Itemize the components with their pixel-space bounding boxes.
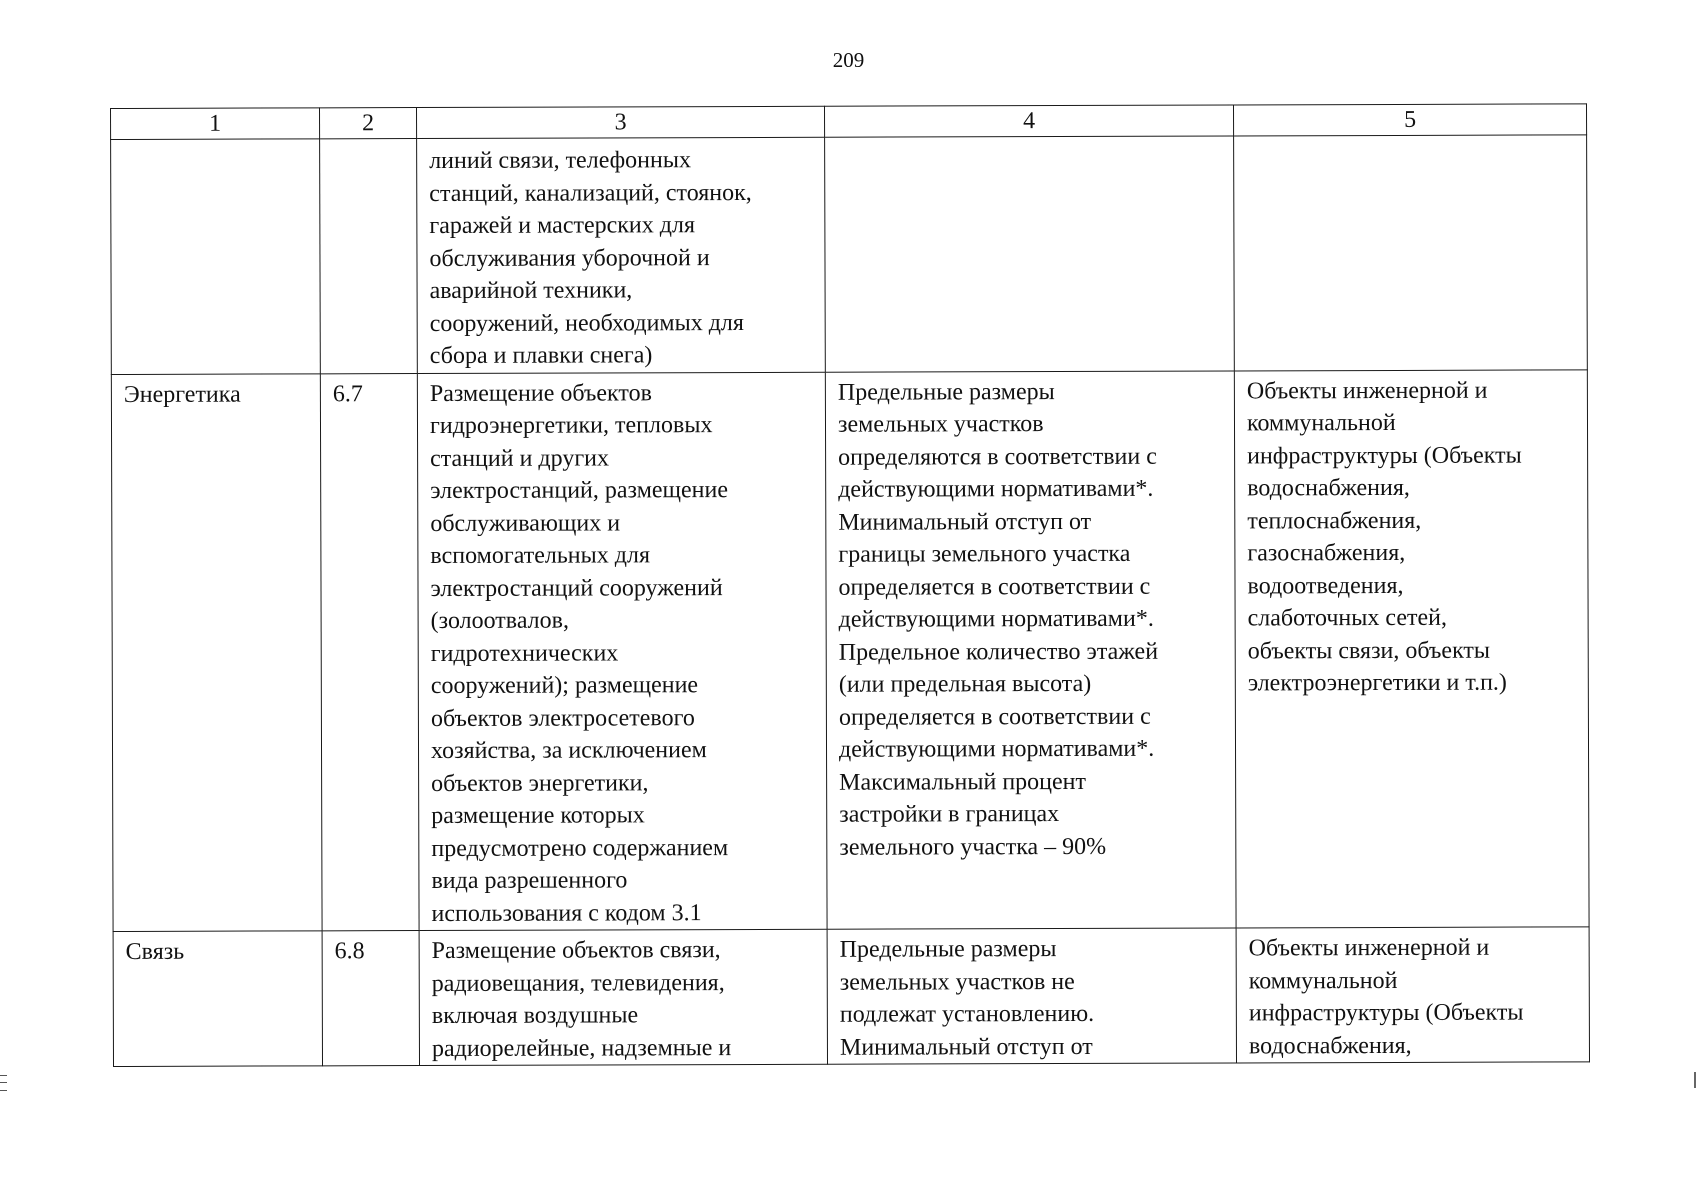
header-cell-4: 4 <box>824 105 1233 137</box>
use-description-cell: Размещение объектов гидроэнергетики, тепловых станций и других электростанций, размещение обслуживающих и вспомогательных для электростанций сооружений (золоотвалов, гидротехнических сооружений); размещение объектов электросетевого хозяйства, за исключением объектов энергетики, размещение которых предусмотрено содержанием вида разрешенного использования с кодом 3.1 <box>417 372 827 931</box>
infrastructure-cell: Объекты инженерной и коммунальной инфраструктуры (Объекты водоснабжения, теплоснабжения, газоснабжения, водоотведения, слаботочных сетей, объекты связи, объекты электроэнергетики и т.п.) <box>1234 369 1589 928</box>
zoning-table <box>110 103 1590 1067</box>
infrastructure-cell <box>1234 135 1588 371</box>
use-description-cell: Размещение объектов связи, радиовещания, телевидения, включая воздушные радиорелейные, надземные и <box>419 929 827 1065</box>
use-code-cell <box>320 139 418 374</box>
header-cell-2: 2 <box>320 108 417 139</box>
header-cell-5: 5 <box>1233 104 1586 136</box>
infrastructure-cell: Объекты инженерной и коммунальной инфраструктуры (Объекты водоснабжения, <box>1236 927 1589 1063</box>
use-name-cell: Энергетика <box>111 373 322 931</box>
use-name-cell <box>111 139 321 374</box>
parameters-cell: Предельные размеры земельных участков определяются в соответствии с действующими нормативами*. Минимальный отступ от границы земельного участка определяется в соответствии с действующими нормативами*. Предельное количество этажей (или предельная высота) определяется в соответствии с действующими нормативами*. Максимальный процент застройки в границах земельного участка – 90% <box>825 370 1236 929</box>
table-row <box>111 135 1588 374</box>
use-code-cell: 6.8 <box>322 931 419 1066</box>
use-description-cell: линий связи, телефонных станций, канализаций, стоянок, гаражей и мастерских для обслуживания уборочной и аварийной техники, сооружений, необходимых для сбора и плавки снега) <box>417 137 826 373</box>
header-row <box>111 104 1587 140</box>
scan-margin-mark <box>1694 1072 1696 1088</box>
page-number: 209 <box>832 48 865 72</box>
table-row <box>113 927 1589 1067</box>
header-cell-1: 1 <box>111 108 320 140</box>
parameters-cell <box>825 136 1235 372</box>
parameters-cell: Предельные размеры земельных участков не подлежат установлению. Минимальный отступ от <box>827 928 1236 1064</box>
table-row <box>111 369 1589 931</box>
header-cell-3: 3 <box>417 106 825 138</box>
scan-margin-mark <box>0 1075 7 1091</box>
use-code-cell: 6.7 <box>320 373 419 931</box>
use-name-cell: Связь <box>113 931 322 1067</box>
